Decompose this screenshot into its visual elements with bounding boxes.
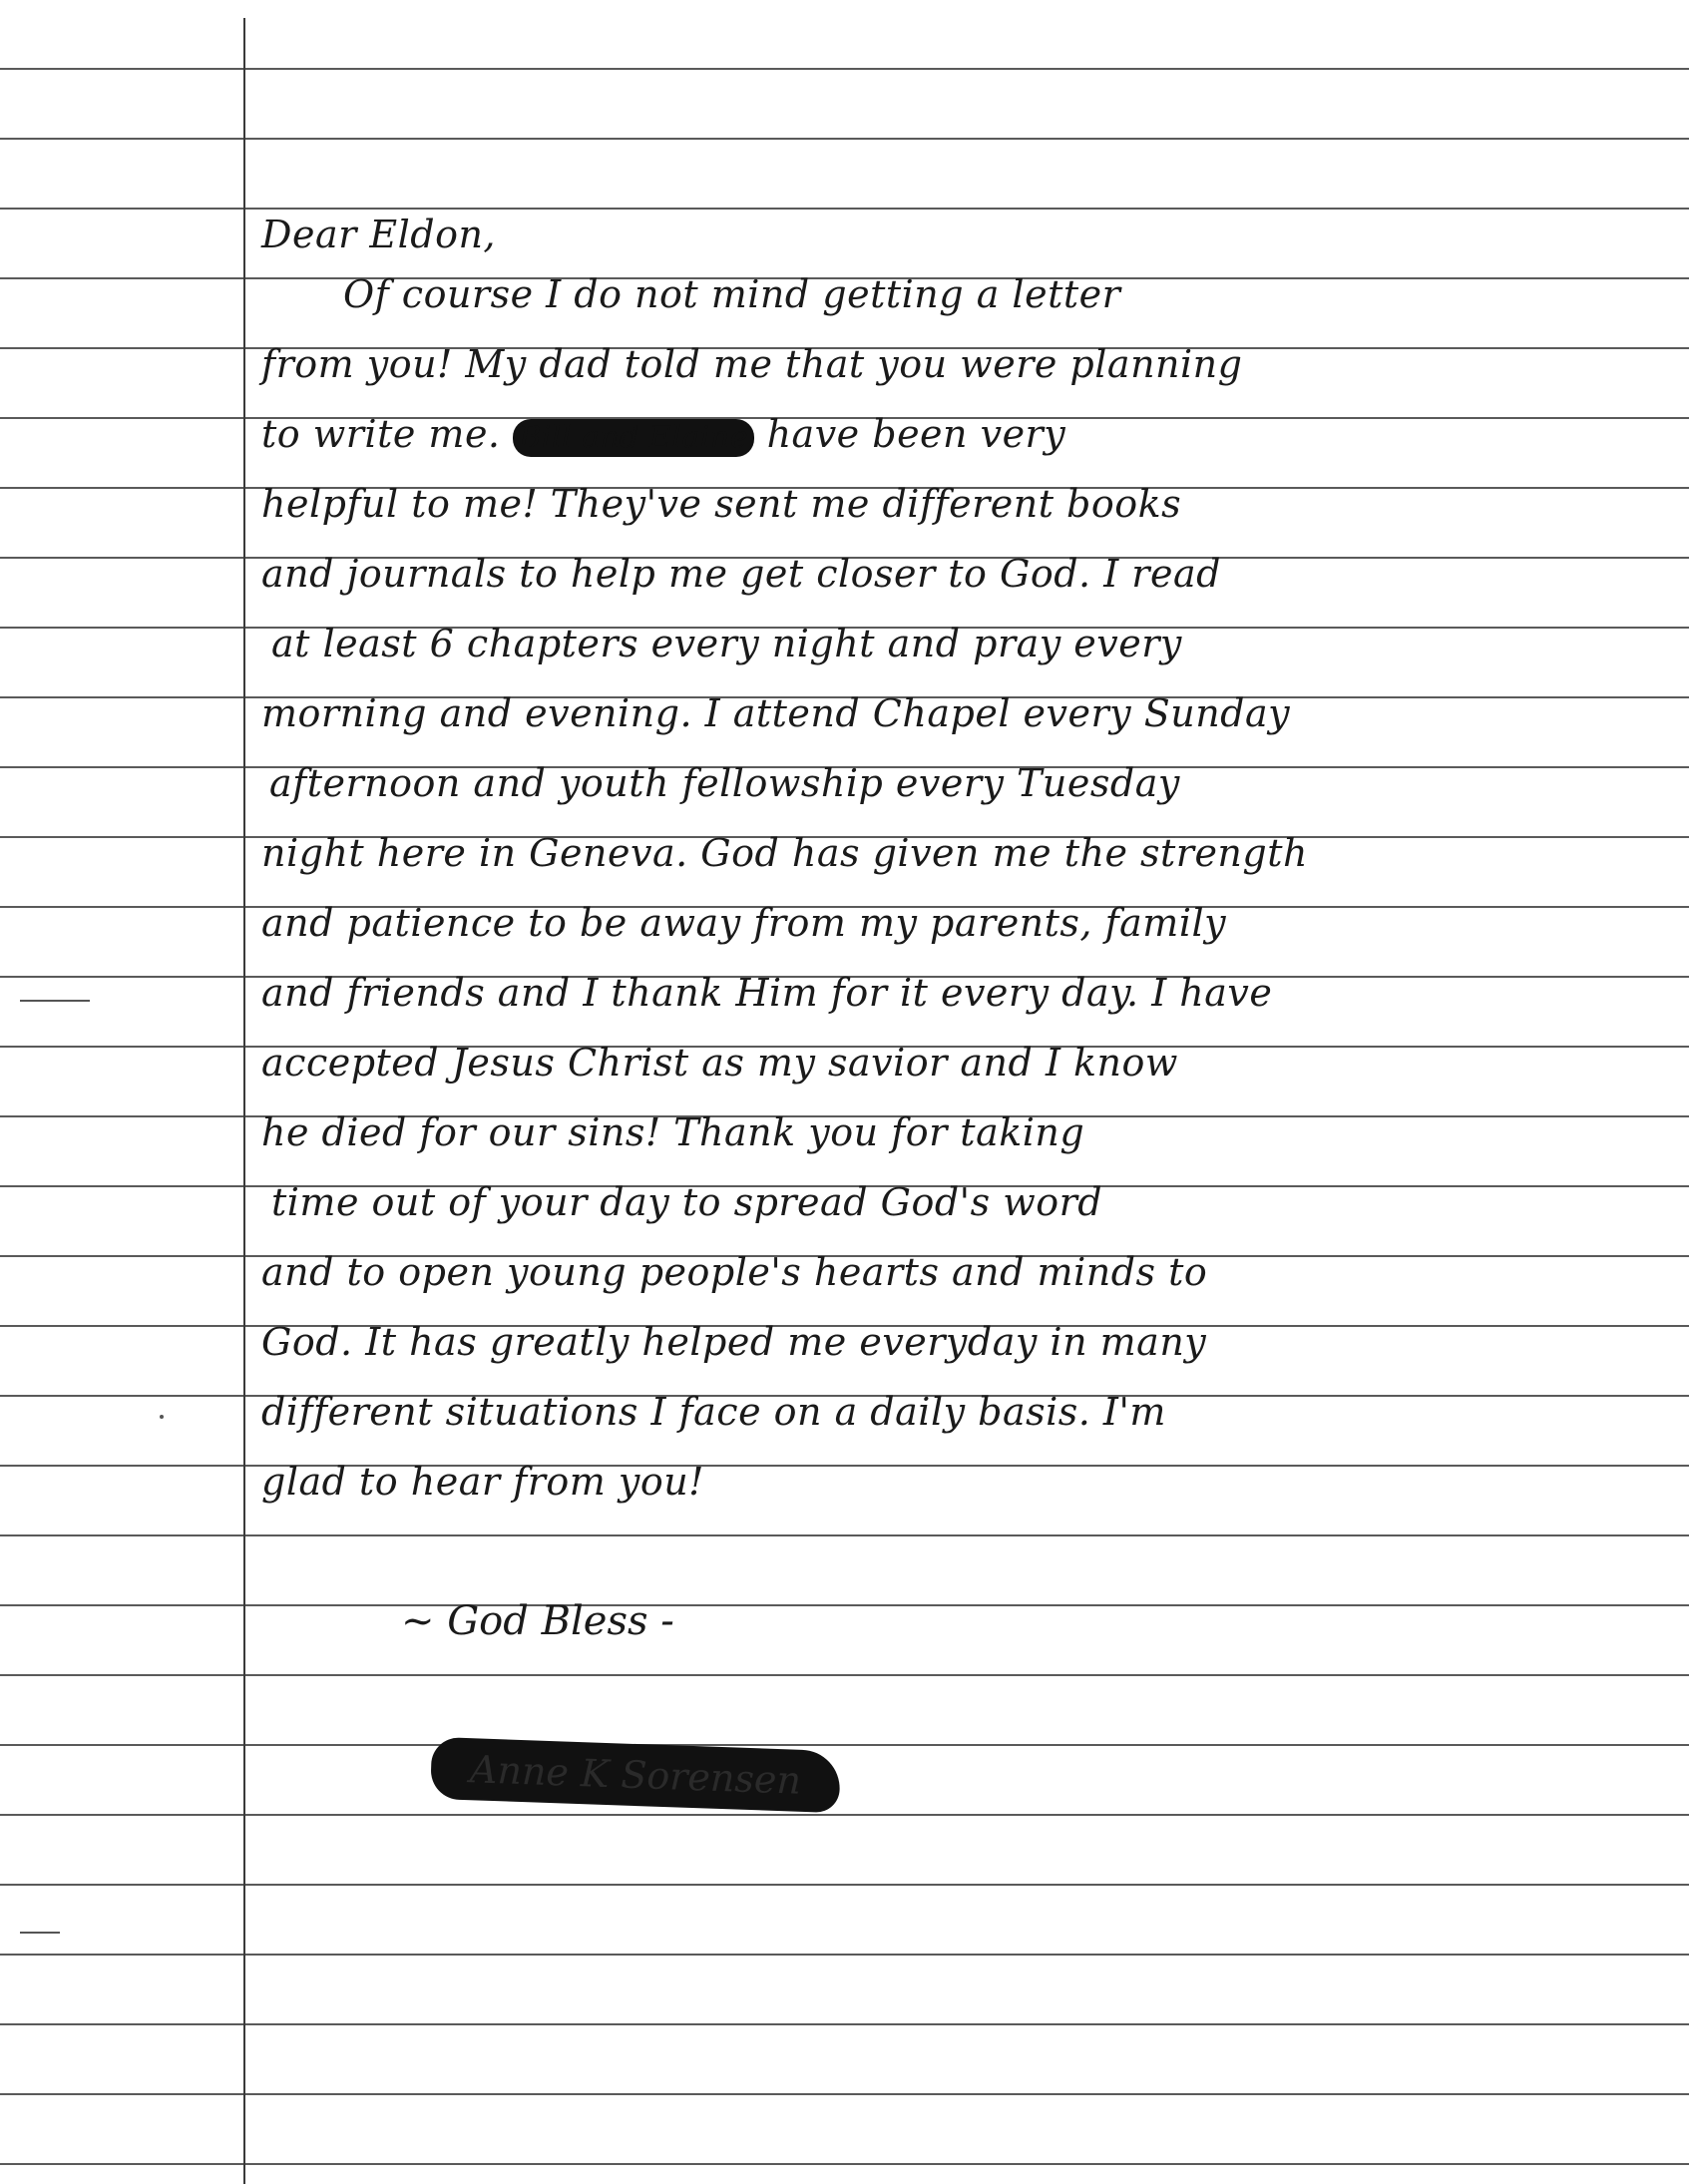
margin-tick [20,1000,90,1002]
letter-line: and patience to be away from my parents, family [261,901,1227,945]
letter-line: glad to hear from you! [261,1460,704,1504]
letter-text: to write me. [261,412,501,456]
margin-tick [20,1932,60,1934]
letter-line: he died for our sins! Thank you for taking [261,1110,1085,1154]
letter-line-redacted [261,399,1065,469]
letter-line: and to open young people's hearts and minds to [261,1250,1208,1294]
salutation: Dear Eldon, [261,213,497,256]
closing: ~ God Bless - [401,1598,674,1644]
letter-line: at least 6 chapters every night and pray every [271,622,1182,665]
letter-line: Of course I do not mind getting a letter [343,272,1121,316]
letter-line: from you! My dad told me that you were planning [261,342,1243,386]
redacted-signature: Anne K Sorensen [430,1737,841,1813]
letter-line: accepted Jesus Christ as my savior and I know [261,1041,1178,1085]
letter-line: morning and evening. I attend Chapel every Sunday [261,691,1291,735]
letter-line: night here in Geneva. God has given me the strength [261,831,1308,875]
letter-line: and journals to help me get closer to God. I read [261,552,1221,596]
redacted-names: Bill and Elaine [513,419,754,457]
letter-line: time out of your day to spread God's word [271,1180,1103,1224]
margin-line [243,18,245,2184]
letter-line: and friends and I thank Him for it every day. I have [261,971,1273,1015]
letter-line: afternoon and youth fellowship every Tuesday [269,761,1180,805]
letter-text: have been very [766,412,1066,456]
letter-line: God. It has greatly helped me everyday in many [261,1320,1207,1364]
letter-line: different situations I face on a daily basis. I'm [261,1390,1166,1434]
letter-line: helpful to me! They've sent me different books [261,482,1182,526]
speck [160,1415,164,1419]
